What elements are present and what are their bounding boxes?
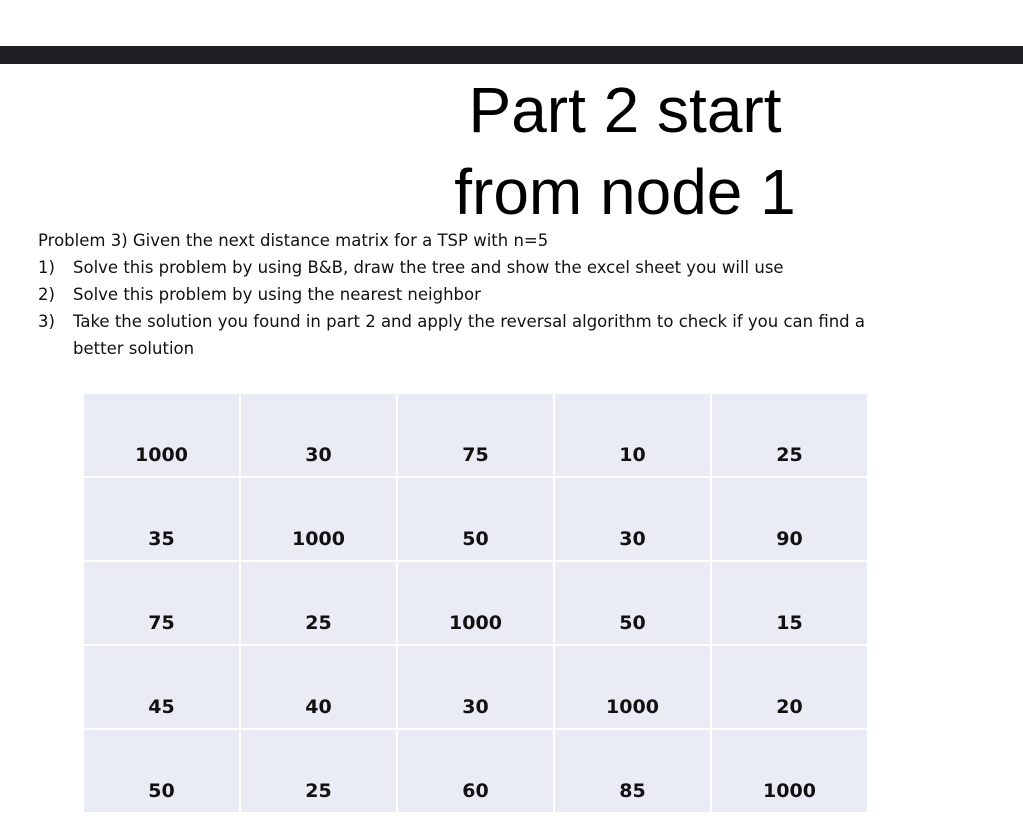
top-bar: [0, 46, 1023, 64]
matrix-cell: 35: [83, 477, 240, 561]
item-number: 3): [38, 312, 55, 331]
distance-matrix: [82, 392, 869, 814]
matrix-cell: 60: [397, 729, 554, 813]
matrix-row: [83, 729, 868, 813]
matrix-cell: 85: [554, 729, 711, 813]
item-number: 2): [38, 285, 55, 304]
matrix-cell: 50: [554, 561, 711, 645]
problem-item-1: [38, 254, 998, 281]
problem-intro: Problem 3) Given the next distance matrix for a TSP with n=5: [38, 231, 549, 250]
matrix-row: [83, 393, 868, 477]
item-text: Solve this problem by using B&B, draw the tree and show the excel sheet you will use: [73, 258, 784, 277]
matrix-cell: 25: [240, 561, 397, 645]
heading-line-2: from node 1: [454, 156, 796, 228]
matrix-cell: 30: [240, 393, 397, 477]
problem-item-2: [38, 281, 998, 308]
matrix-row: [83, 561, 868, 645]
matrix-cell: 20: [711, 645, 868, 729]
problem-item-3: [38, 308, 998, 335]
matrix-cell: 30: [397, 645, 554, 729]
matrix-cell: 75: [83, 561, 240, 645]
item-text: Take the solution you found in part 2 and apply the reversal algorithm to check if you can find a: [73, 312, 866, 331]
matrix-row: [83, 477, 868, 561]
item-number: 1): [38, 258, 55, 277]
matrix-row: [83, 645, 868, 729]
matrix-cell: 15: [711, 561, 868, 645]
heading-line-1: Part 2 start: [468, 74, 782, 146]
problem-statement: [38, 227, 998, 362]
item-text-continued: better solution: [73, 339, 195, 358]
matrix-cell: 25: [711, 393, 868, 477]
matrix-cell: 1000: [711, 729, 868, 813]
item-text: Solve this problem by using the nearest neighbor: [73, 285, 481, 304]
matrix-cell: 50: [397, 477, 554, 561]
matrix-cell: 50: [83, 729, 240, 813]
matrix-cell: 10: [554, 393, 711, 477]
matrix-cell: 30: [554, 477, 711, 561]
matrix-cell: 25: [240, 729, 397, 813]
matrix-cell: 90: [711, 477, 868, 561]
matrix-cell: 1000: [554, 645, 711, 729]
matrix-cell: 75: [397, 393, 554, 477]
matrix-cell: 1000: [397, 561, 554, 645]
matrix-cell: 1000: [240, 477, 397, 561]
matrix-cell: 40: [240, 645, 397, 729]
matrix-cell: 45: [83, 645, 240, 729]
matrix-cell: 1000: [83, 393, 240, 477]
